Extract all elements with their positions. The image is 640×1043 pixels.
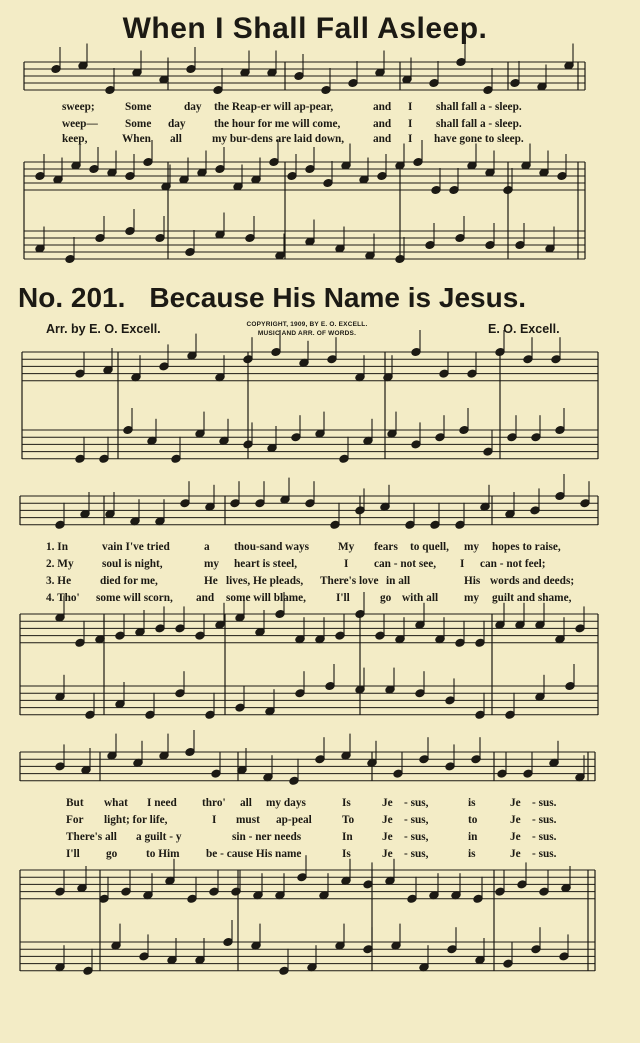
hymn-title: Because His Name is Jesus.: [149, 282, 527, 313]
hymn-number: No. 201.: [18, 282, 126, 313]
copyright-notice: COPYRIGHT, 1909, BY E. O. EXCELL. MUSIC AND ARR. OF WORDS.: [246, 321, 368, 337]
composer-credit: E. O. Excell.: [488, 322, 560, 336]
note-heads: [35, 40, 590, 975]
arranger-credit: Arr. by E. O. Excell.: [46, 322, 161, 336]
hymn-heading: [18, 282, 526, 314]
song1-title: When I Shall Fall Asleep.: [122, 12, 488, 45]
